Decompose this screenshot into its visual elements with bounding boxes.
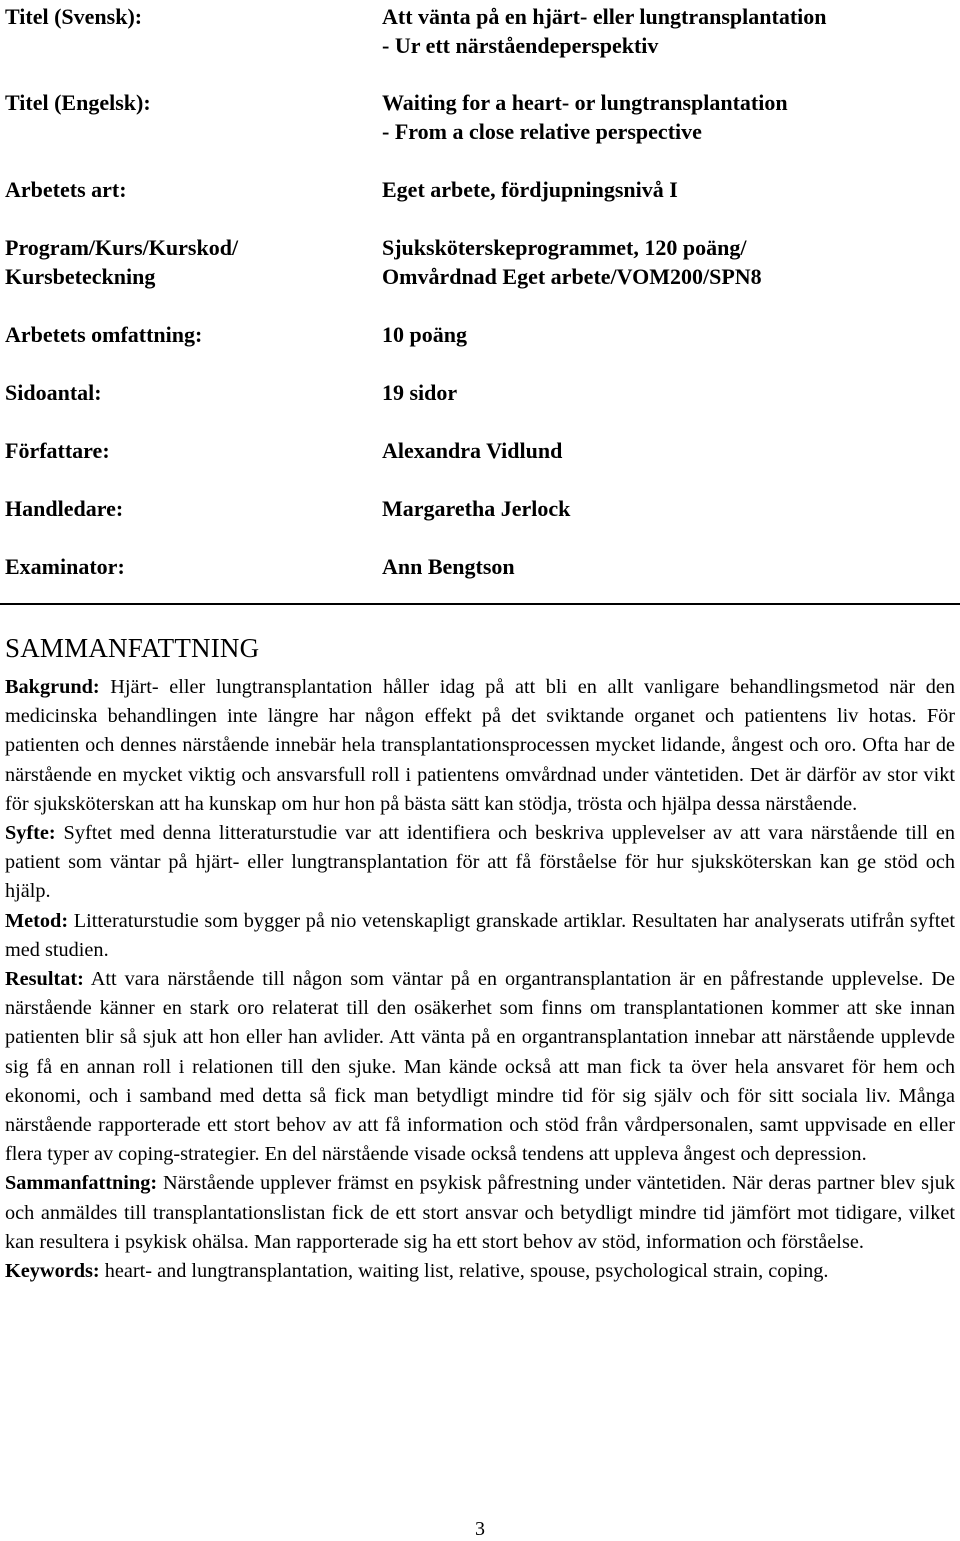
page-number: 3 [475,1518,485,1540]
meta-value-work-type: Eget arbete, fördjupningsnivå I [382,177,678,202]
meta-value-title-english [382,88,957,146]
text-method: Litteraturstudie som bygger på nio vetenskapligt granskade artiklar. Resultaten har analyserats utifrån syftet med studien. [5,909,955,961]
meta-label-examiner: Examinator: [5,554,125,579]
summary-heading: SAMMANFATTNING [5,633,260,663]
meta-label-scope: Arbetets omfattning: [5,322,203,347]
horizontal-divider [0,603,960,605]
meta-label-supervisor: Handledare: [5,496,124,521]
meta-label-title-english: Titel (Engelsk): [5,90,151,115]
label-background: Bakgrund: [5,676,100,698]
title-swedish-line-1: Att vänta på en hjärt- eller lungtransplantation [382,4,827,29]
title-english-line-2: - From a close relative perspective [382,119,702,144]
meta-value-page-count: 19 sidor [382,380,458,405]
title-swedish-line-2: - Ur ett närståendeperspektiv [382,33,659,58]
paragraph-background [5,673,955,819]
meta-value-supervisor: Margaretha Jerlock [382,496,571,521]
meta-value-examiner: Ann Bengtson [382,554,515,579]
program-value-line-1: Sjuksköterskeprogrammet, 120 poäng/ [382,235,747,260]
label-method: Metod: [5,909,69,932]
text-aim: Syftet med denna litteraturstudie var att identifiera och beskriva upplevelser av att vara närstående till en patient som väntar på hjärt- eller lungtransplantation för att få förståelse för hur sjuksköterskan kan ge stöd och hjälp. [5,822,955,903]
meta-label-page-count: Sidoantal: [5,380,102,405]
program-label-line-1: Program/Kurs/Kurskod/ [5,235,239,260]
meta-value-scope: 10 poäng [382,322,467,347]
label-conclusion: Sammanfattning: [5,1172,158,1195]
program-value-line-2: Omvårdnad Eget arbete/VOM200/SPN8 [382,264,762,289]
meta-label-author: Författare: [5,438,110,463]
meta-label-title-swedish: Titel (Svensk): [5,4,143,29]
text-result: Att vara närstående till någon som väntar på en organtransplantation är en påfrestande upplevelse. De närstående känner en stark oro relaterat till den osäkerhet som finns om transplantationen kommer att ske innan patienten blir så sjuk att hon eller han avlider. Att vänta på en organtransplantation innebar att närstående upplevde sig få en annan roll i relationen till den sjuke. Man kände också att man fick ta över hela ansvaret för hem och ekonomi, och i samband med detta så fick man betydligt mindre tid för sig själv och för sitt sociala liv. Många närstående rapporterade ett stort behov av att få information och stöd från vårdpersonalen, samt uppvisade en eller flera typer av coping-strategier. En del närstående visade också tendens att uppleva ångest och depression. [5,968,956,1166]
text-keywords: heart- and lungtransplantation, waiting list, relative, spouse, psychological strain, coping. [104,1260,829,1283]
text-background: Hjärt- eller lungtransplantation håller idag på att bli en allt vanligare behandlingsmetod när den medicinska behandlingen inte längre har någon effekt på det sviktande organet och patientens liv hotas. För patienten och dennes närstående innebär hela transplantationsprocessen mycket lidande, ångest och oro. Ofta har de närstående en mycket viktig och ansvarsfull roll i patientens omvårdnad under väntetiden. Det är därför av stor vikt för sjuksköterskan att ha kunskap om hur hon på bästa sätt kan stödja, trösta och hjälpa dessa närstående. [5,676,955,815]
program-label-line-2: Kursbeteckning [5,264,156,289]
paragraph-conclusion [5,1169,955,1257]
paragraph-method [5,907,955,965]
meta-label-work-type: Arbetets art: [5,177,127,202]
summary-section [5,628,955,1286]
paragraph-result [5,965,955,1169]
label-result: Resultat: [5,968,84,991]
meta-label-program [5,233,375,291]
meta-value-author: Alexandra Vidlund [382,438,563,463]
label-aim: Syfte: [5,822,56,845]
meta-value-program [382,233,957,291]
meta-value-title-swedish [382,2,957,60]
text-conclusion: Närstående upplever främst en psykisk påfrestning under väntetiden. När deras partner blev sjuk och anmäldes till transplantationslistan fick de ett stort ansvar och betydligt mindre tid jämfört mot tidigare, vilket kan resultera i psykisk ohälsa. Man rapporterade sig ha ett stort behov av stöd, information och förståelse. [5,1172,955,1253]
title-english-line-1: Waiting for a heart- or lungtransplantation [382,90,788,115]
label-keywords: Keywords: [5,1260,100,1283]
paragraph-aim [5,819,955,907]
paragraph-keywords [5,1257,955,1286]
